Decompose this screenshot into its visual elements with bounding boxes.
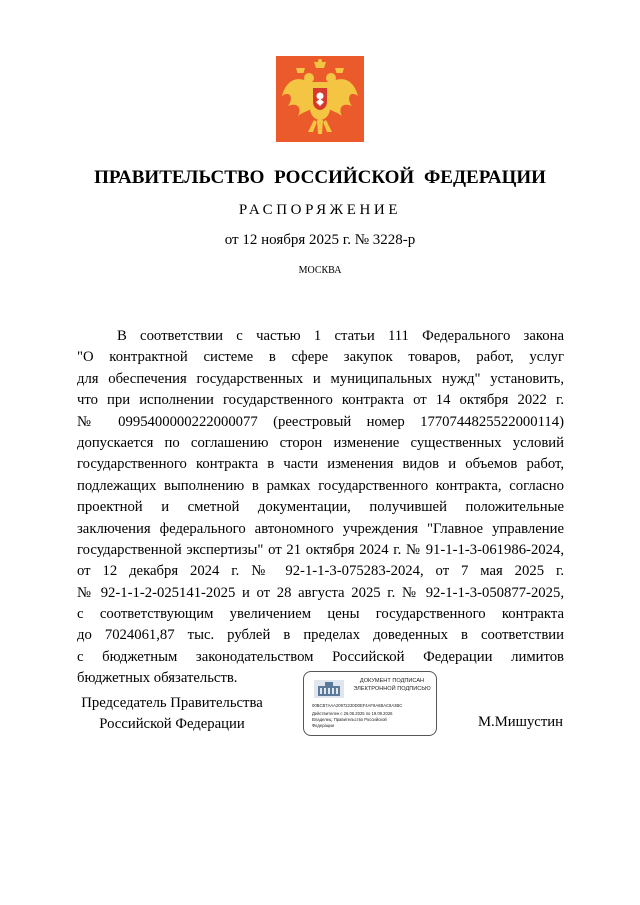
body-line: "О контрактной системе в сфере закупок товаров, работ, услуг: [77, 349, 564, 366]
decree-body: [77, 326, 564, 690]
document-date-number: от 12 ноября 2025 г. № 3228-р: [224, 232, 416, 248]
stamp-owner-line2: Федерации: [312, 723, 334, 728]
body-line: заключения федерального автономного учреждения "Главное управление: [77, 520, 564, 537]
body-line: допускается по соглашению сторон изменение существенных условий: [77, 434, 564, 451]
stamp-validity: Действителен с 26.06.2025 по 19.09.2026: [312, 711, 393, 716]
body-line: государственного контракта в части изменения видов и объемов работ,: [77, 456, 564, 473]
stamp-certificate: 00BCB7AAA20972230D0EF4AF8A6BAC8A3BC: [312, 703, 403, 708]
signer-name: М.Мишустин: [478, 714, 563, 730]
body-line: с соответствующим увеличением цены государственного контракта: [77, 606, 564, 623]
document-city: МОСКВА: [298, 265, 342, 276]
stamp-owner-line1: Владелец: Правительство Российской: [312, 717, 387, 722]
body-line: В соответствии с частью 1 статьи 111 Федерального закона: [117, 328, 564, 344]
body-line: подлежащих выполнению в рамках государственного контракта, согласно: [77, 477, 564, 494]
e-signature-stamp: [303, 671, 437, 736]
stamp-title-line2: ЭЛЕКТРОННОЙ ПОДПИСЬЮ: [353, 686, 431, 692]
body-line: государственной экспертизы" от 21 октября 2024 г. № 91-1-1-3-061986-2024,: [77, 541, 564, 558]
document-type: РАСПОРЯЖЕНИЕ: [238, 202, 402, 218]
government-building-icon: [314, 680, 344, 698]
body-line: что при исполнении государственного контракта от 14 октября 2022 г.: [77, 392, 564, 409]
stamp-title-line1: ДОКУМЕНТ ПОДПИСАН: [359, 678, 425, 684]
signer-position-line2: Российской Федерации: [99, 716, 245, 732]
body-line: № 0995400000222000077 (реестровый номер 1770744825522000114): [77, 413, 564, 430]
body-line: до 7024061,87 тыс. рублей в пределах доведенных в соответствии: [77, 627, 564, 644]
body-line: для обеспечения государственных и муниципальных нужд" установить,: [77, 370, 564, 387]
body-line: № 92-1-1-2-025141-2025 и от 28 августа 2025 г. № 92-1-1-3-050877-2025,: [77, 584, 564, 601]
body-line: с бюджетным законодательством Российской Федерации лимитов: [77, 648, 564, 665]
coat-of-arms-emblem: [276, 56, 364, 142]
body-line: бюджетных обязательств.: [77, 670, 238, 687]
body-line: проектной и сметной документации, получившей положительные: [77, 499, 564, 516]
government-title: ПРАВИТЕЛЬСТВО РОССИЙСКОЙ ФЕДЕРАЦИИ: [94, 167, 546, 188]
signer-position-line1: Председатель Правительства: [81, 695, 263, 711]
signer-position: [77, 693, 267, 735]
body-line: от 12 декабря 2024 г. № 92-1-1-3-075283-2024, от 7 мая 2025 г.: [77, 563, 564, 580]
